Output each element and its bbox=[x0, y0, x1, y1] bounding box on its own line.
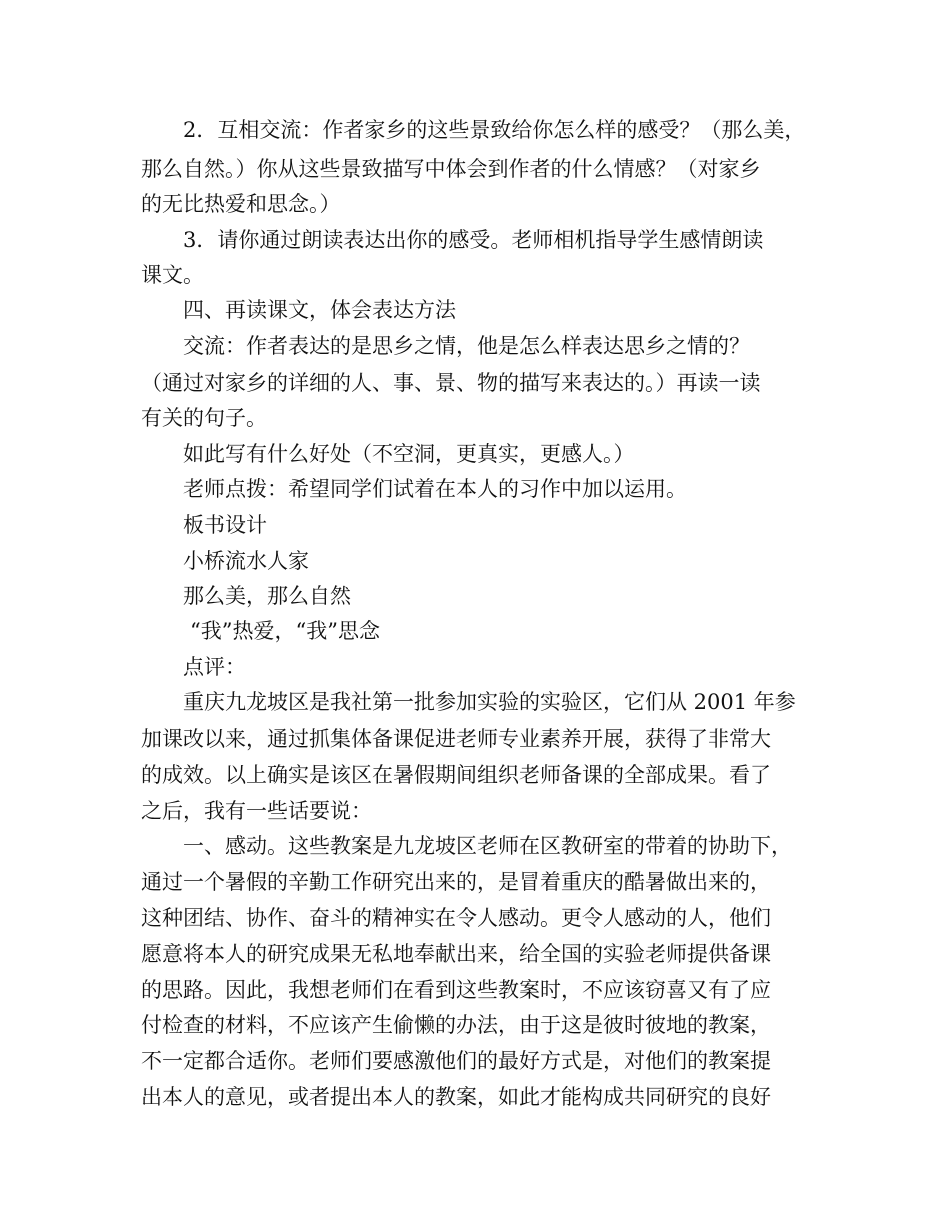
board-design-line: 那么美，那么自然 bbox=[183, 584, 351, 608]
section-heading: 四、再读课文，体会表达方法 bbox=[183, 298, 456, 322]
text-line: 通过一个暑假的辛勤工作研究出来的，是冒着重庆的酷暑做出来的， bbox=[141, 870, 771, 894]
text-line: （通过对家乡的详细的人、事、景、物的描写来表达的。）再读一读 bbox=[141, 371, 761, 395]
text-line: 这种团结、协作、奋斗的精神实在令人感动。更令人感动的人，他们 bbox=[141, 906, 771, 930]
text-line: 愿意将本人的研究成果无私地奉献出来，给全国的实验老师提供备课 bbox=[141, 942, 771, 966]
section-heading: 点评： bbox=[183, 655, 246, 679]
text-line: 老师点拨：希望同学们试着在本人的习作中加以运用。 bbox=[183, 477, 687, 501]
board-design-line: “我”热爱，“我”思念 bbox=[190, 619, 380, 643]
text-line: 有关的句子。 bbox=[141, 406, 267, 430]
text-line: 不一定都合适你。老师们要感激他们的最好方式是，对他们的教案提 bbox=[141, 1049, 771, 1073]
text-line: 之后，我有一些话要说： bbox=[141, 799, 372, 823]
text-line: 一、感动。这些教案是九龙坡区老师在区教研室的带着的协助下， bbox=[183, 834, 792, 858]
text-line: 如此写有什么好处（不空洞，更真实，更感人。） bbox=[183, 442, 635, 466]
text-line: 2．互相交流：作者家乡的这些景致给你怎么样的感受？（那么美， bbox=[183, 118, 806, 142]
text-line: 重庆九龙坡区是我社第一批参加实验的实验区，它们从 2001 年参 bbox=[183, 690, 796, 714]
text-line: 出本人的意见，或者提出本人的教案，如此才能构成共同研究的良好 bbox=[141, 1085, 771, 1109]
text-line: 的思路。因此，我想老师们在看到这些教案时，不应该窃喜又有了应 bbox=[141, 978, 771, 1002]
text-line: 加课改以来，通过抓集体备课促进老师专业素养开展，获得了非常大 bbox=[141, 727, 771, 751]
text-line: 的成效。以上确实是该区在暑假期间组织老师备课的全部成果。看了 bbox=[141, 763, 771, 787]
section-heading: 板书设计 bbox=[183, 513, 267, 537]
text-line: 交流：作者表达的是思乡之情，他是怎么样表达思乡之情的？ bbox=[183, 334, 750, 358]
text-line: 3．请你通过朗读表达出你的感受。老师相机指导学生感情朗读 bbox=[183, 228, 764, 252]
board-design-line: 小桥流水人家 bbox=[183, 549, 309, 573]
text-line: 那么自然。）你从这些景致描写中体会到作者的什么情感？（对家乡 bbox=[141, 157, 761, 181]
text-line: 课文。 bbox=[141, 263, 204, 287]
text-line: 付检查的材料，不应该产生偷懒的办法，由于这是彼时彼地的教案， bbox=[141, 1013, 771, 1037]
text-line: 的无比热爱和思念。） bbox=[141, 192, 341, 216]
